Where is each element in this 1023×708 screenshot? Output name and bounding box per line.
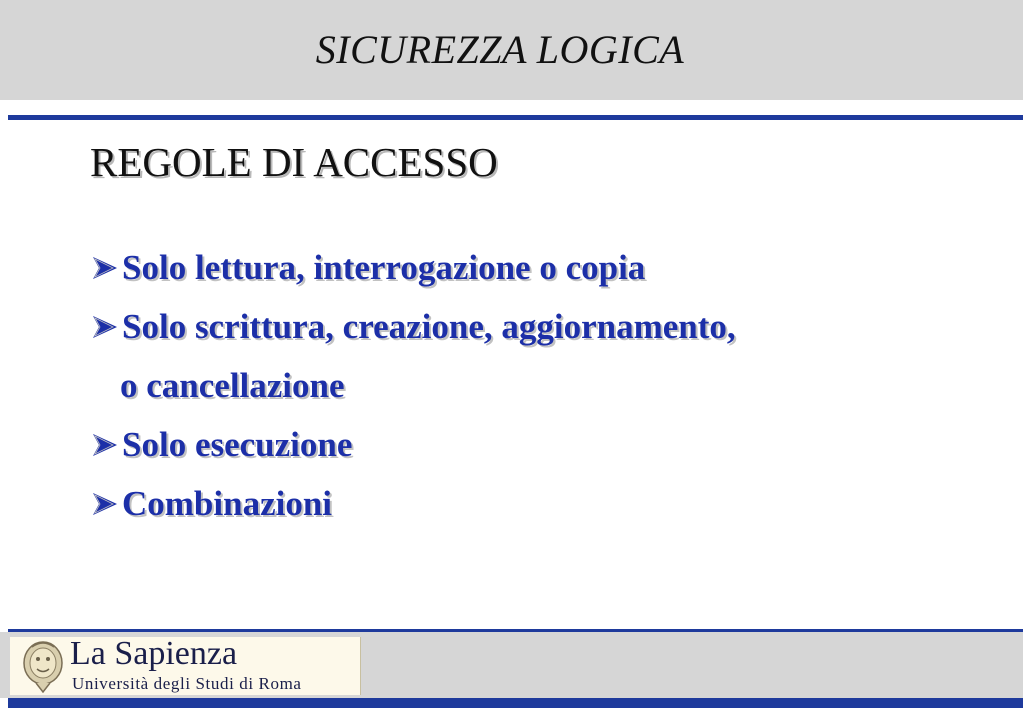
footer-bottom-bar [8, 698, 1023, 708]
bullet-text: Solo scrittura, creazione, aggiornamento, [122, 307, 736, 346]
bullet-text: o cancellazione [120, 366, 345, 405]
arrowhead-bullet-icon [90, 303, 122, 351]
arrowhead-bullet-icon [90, 421, 122, 469]
bullet-item-combinations [90, 480, 736, 539]
bullet-item-read-only [90, 244, 736, 303]
university-logo [10, 637, 361, 695]
sapienza-emblem-icon [18, 639, 68, 693]
bullet-list [90, 244, 736, 539]
bullet-item-write-continuation [90, 362, 736, 421]
bullet-item-write [90, 303, 736, 362]
arrowhead-bullet-icon [90, 244, 122, 292]
section-heading: REGOLE DI ACCESSO [90, 139, 498, 185]
bullet-text: Solo esecuzione [122, 425, 353, 464]
header-band [0, 0, 1023, 100]
bullet-item-execute [90, 421, 736, 480]
logo-name: La Sapienza [70, 635, 238, 672]
bullet-text: Combinazioni [122, 484, 333, 523]
slide-title: SICUREZZA LOGICA [315, 27, 685, 72]
bullet-text: Solo lettura, interrogazione o copia [122, 248, 646, 287]
logo-subtitle: Università degli Studi di Roma [72, 674, 302, 693]
top-divider [8, 115, 1023, 120]
arrowhead-bullet-icon [90, 480, 122, 528]
